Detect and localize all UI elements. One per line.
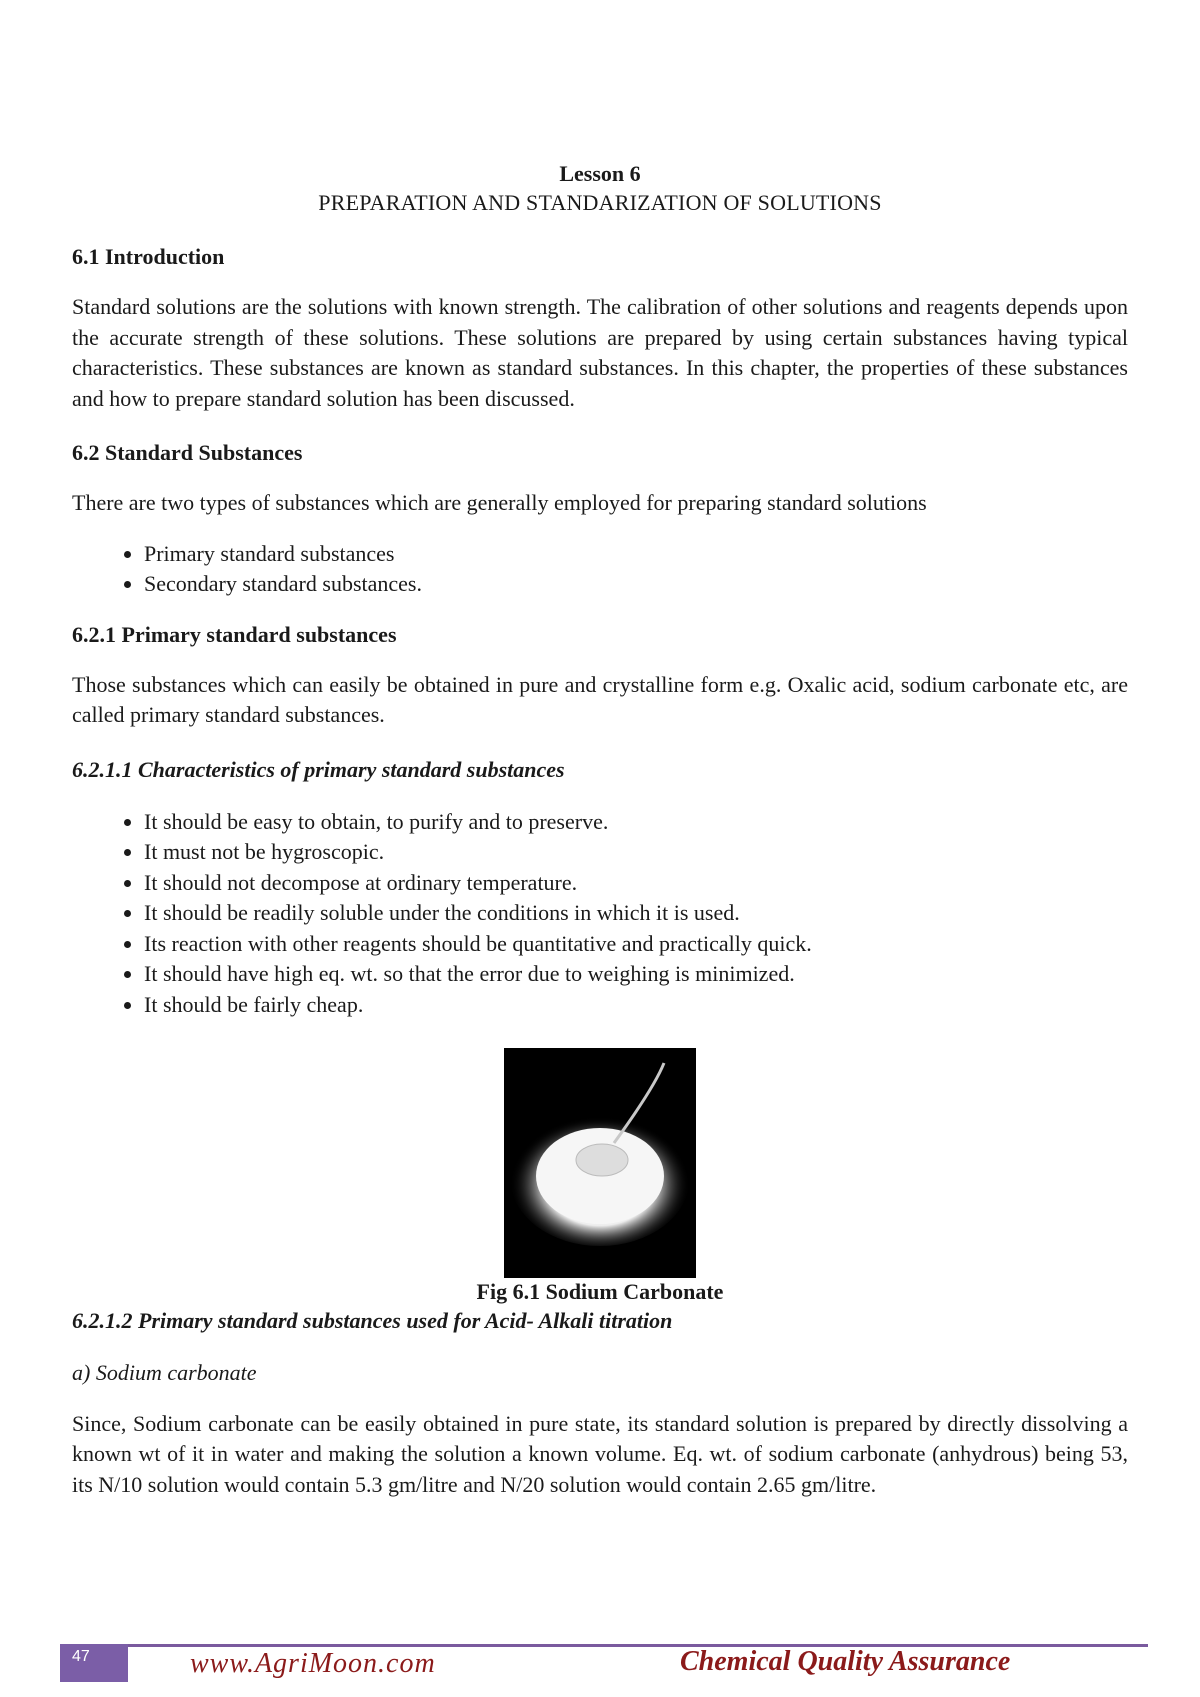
section-6-2-1-2-text: Since, Sodium carbonate can be easily obtained in pure state, its standard solution is prepared by directly dissolving a known wt of it in water and making the solution a known volume. Eq. wt. of sodium carbonate (anhydrous) being 53, its N/10 solution would contain 5.3 gm/litre and N/20 solution would contain 2.65 gm/litre. bbox=[72, 1410, 1128, 1497]
lesson-label: Lesson 6 bbox=[559, 161, 641, 186]
figure-caption: Fig 6.1 Sodium Carbonate bbox=[476, 1279, 724, 1304]
document-page bbox=[72, 0, 1128, 1500]
section-6-1-text: Standard solutions are the solutions with known strength. The calibration of other solutions and reagents depends upon the accurate strength of these solutions. These solutions are prepared by using certain substances having typical characteristics. These substances are known as standard substances. In this chapter, the properties of these substances and how to prepare standard solution has been discussed. bbox=[72, 294, 1128, 411]
characteristics-list bbox=[72, 807, 1128, 1021]
list-item: • It should be fairly cheap. bbox=[144, 990, 1128, 1021]
list-item: • Secondary standard substances. bbox=[144, 569, 1128, 600]
section-6-2-1-heading: 6.2.1 Primary standard substances bbox=[72, 621, 397, 647]
section-6-2-1-text: Those substances which can easily be obtained in pure and crystalline form e.g. Oxalic acid, sodium carbonate etc, are called primary standard substances. bbox=[72, 671, 1128, 727]
section-6-2-heading: 6.2 Standard Substances bbox=[72, 440, 303, 465]
page-footer bbox=[0, 1640, 1200, 1690]
section-6-2-text: There are two types of substances which are generally employed for preparing standard solutions bbox=[72, 490, 927, 515]
sodium-carbonate-photo bbox=[504, 1048, 696, 1278]
section-6-2-1-1-heading: 6.2.1.1 Characteristics of primary standard substances bbox=[72, 756, 565, 782]
list-item: • It should be readily soluble under the conditions in which it is used. bbox=[144, 898, 1128, 929]
list-item: • It must not be hygroscopic. bbox=[144, 837, 1128, 868]
website-link[interactable]: www.AgriMoon.com bbox=[190, 1648, 436, 1679]
section-6-1-heading: 6.1 Introduction bbox=[72, 244, 225, 269]
subheading-sodium-carbonate: a) Sodium carbonate bbox=[72, 1360, 257, 1385]
course-title: Chemical Quality Assurance bbox=[680, 1646, 1011, 1677]
page-number: 47 bbox=[60, 1644, 128, 1682]
list-item: • It should not decompose at ordinary temperature. bbox=[144, 868, 1128, 899]
list-item: • It should be easy to obtain, to purify and to preserve. bbox=[144, 807, 1128, 838]
list-item: • Its reaction with other reagents should be quantitative and practically quick. bbox=[144, 929, 1128, 960]
list-item: • It should have high eq. wt. so that the error due to weighing is minimized. bbox=[144, 959, 1128, 990]
list-item: • Primary standard substances bbox=[144, 539, 1128, 570]
standard-types-list bbox=[72, 539, 1128, 600]
lesson-title: PREPARATION AND STANDARIZATION OF SOLUTIONS bbox=[318, 190, 882, 215]
section-6-2-1-2-heading: 6.2.1.2 Primary standard substances used for Acid- Alkali titration bbox=[72, 1308, 673, 1333]
